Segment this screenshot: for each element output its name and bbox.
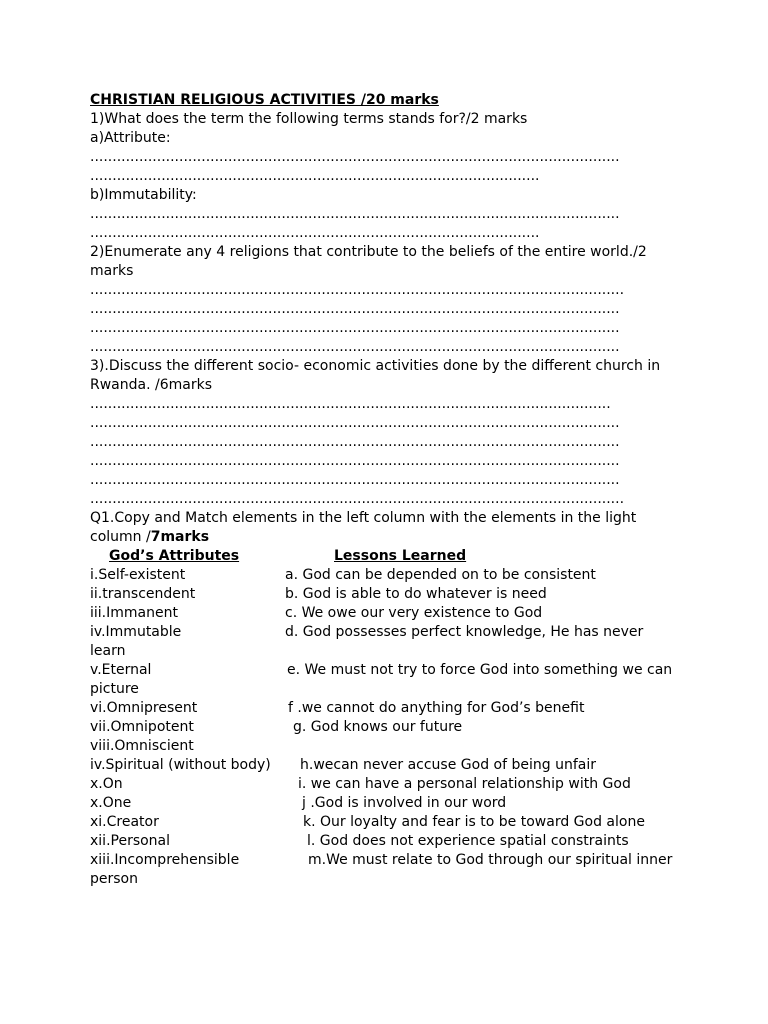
q2-question-line1: 2)Enumerate any 4 religions that contribute to the beliefs of the entire world./2 xyxy=(90,244,647,260)
match-lesson: j .God is involved in our word xyxy=(302,795,507,811)
worksheet-content xyxy=(90,91,680,889)
answer-line: ..................................................................................................................... xyxy=(90,396,611,412)
match-lesson: m.We must relate to God through our spiritual inner xyxy=(308,852,673,868)
match-attribute: v.Eternal xyxy=(90,662,152,678)
match-row xyxy=(90,851,680,870)
answer-line: ....................................................................................................................... xyxy=(90,149,620,165)
match-attribute: iv.Immutable xyxy=(90,624,182,640)
match-row xyxy=(90,813,680,832)
match-attribute: x.On xyxy=(90,776,123,792)
match-lesson: a. God can be depended on to be consistent xyxy=(285,567,596,583)
match-attribute: i.Self-existent xyxy=(90,567,186,583)
answer-line: ....................................................................................................................... xyxy=(90,434,620,450)
q3-question-line1: 3).Discuss the different socio- economic activities done by the different church in xyxy=(90,358,661,374)
match-attribute: xi.Creator xyxy=(90,814,159,830)
answer-line: ........................................................................................................................ xyxy=(90,491,625,507)
match-row xyxy=(90,718,680,737)
answer-line: ........................................................................................................................ xyxy=(90,282,625,298)
match-lesson: h.wecan never accuse God of being unfair xyxy=(300,757,596,773)
answer-line: ....................................................................................................................... xyxy=(90,320,620,336)
answer-line: ....................................................................................................................... xyxy=(90,453,620,469)
match-row xyxy=(90,604,680,623)
match-attribute: vi.Omnipresent xyxy=(90,700,198,716)
match-row xyxy=(90,775,680,794)
column-header-attributes: God’s Attributes xyxy=(109,548,240,564)
match-attribute: iii.Immanent xyxy=(90,605,178,621)
answer-line: ....................................................................................................................... xyxy=(90,301,620,317)
match-instruction-prefix: column / xyxy=(90,529,151,545)
match-table xyxy=(90,566,680,889)
q3-question-line2: Rwanda. /6marks xyxy=(90,377,212,393)
answer-line: ....................................................................................................................... xyxy=(90,415,620,431)
q1-a-label: a)Attribute: xyxy=(90,130,171,146)
match-lesson: k. Our loyalty and fear is to be toward God alone xyxy=(303,814,645,830)
match-attribute: viii.Omniscient xyxy=(90,738,194,754)
match-row xyxy=(90,661,680,680)
match-lesson: d. God possesses perfect knowledge, He has never xyxy=(285,624,644,640)
q1-b-label: b)Immutability: xyxy=(90,187,197,203)
match-attribute: x.One xyxy=(90,795,132,811)
match-attribute: learn xyxy=(90,643,126,659)
answer-line: ..................................................................................................... xyxy=(90,225,540,241)
match-row xyxy=(90,623,680,642)
match-lesson: f .we cannot do anything for God’s benefit xyxy=(288,700,585,716)
match-attribute: iv.Spiritual (without body) xyxy=(90,757,271,773)
match-row xyxy=(90,870,680,889)
match-column-headers xyxy=(90,547,680,566)
match-row xyxy=(90,737,680,756)
match-row xyxy=(90,680,680,699)
match-attribute: xii.Personal xyxy=(90,833,171,849)
match-row xyxy=(90,832,680,851)
answer-line: ..................................................................................................... xyxy=(90,168,540,184)
match-lesson: c. We owe our very existence to God xyxy=(285,605,543,621)
match-lesson: i. we can have a personal relationship with God xyxy=(298,776,631,792)
match-attribute: vii.Omnipotent xyxy=(90,719,194,735)
answer-line: ....................................................................................................................... xyxy=(90,206,620,222)
match-row xyxy=(90,566,680,585)
match-attribute: person xyxy=(90,871,138,887)
answer-line: ....................................................................................................................... xyxy=(90,472,620,488)
q1-question: 1)What does the term the following terms stands for?/2 marks xyxy=(90,111,528,127)
match-row xyxy=(90,585,680,604)
answer-line: ....................................................................................................................... xyxy=(90,339,620,355)
page-title: CHRISTIAN RELIGIOUS ACTIVITIES /20 marks xyxy=(90,92,439,108)
match-row xyxy=(90,756,680,775)
column-header-lessons: Lessons Learned xyxy=(334,548,467,564)
match-lesson: g. God knows our future xyxy=(293,719,463,735)
match-instruction-line1: Q1.Copy and Match elements in the left column with the elements in the light xyxy=(90,510,637,526)
match-marks: 7marks xyxy=(150,529,210,545)
q2-question-line2: marks xyxy=(90,263,134,279)
match-row xyxy=(90,794,680,813)
match-lesson: e. We must not try to force God into something we can xyxy=(287,662,673,678)
match-lesson: l. God does not experience spatial constraints xyxy=(307,833,629,849)
match-row xyxy=(90,642,680,661)
match-attribute: xiii.Incomprehensible xyxy=(90,852,240,868)
match-lesson: b. God is able to do whatever is need xyxy=(285,586,547,602)
match-attribute: picture xyxy=(90,681,139,697)
match-row xyxy=(90,699,680,718)
match-attribute: ii.transcendent xyxy=(90,586,196,602)
match-instruction-line2 xyxy=(90,528,680,547)
